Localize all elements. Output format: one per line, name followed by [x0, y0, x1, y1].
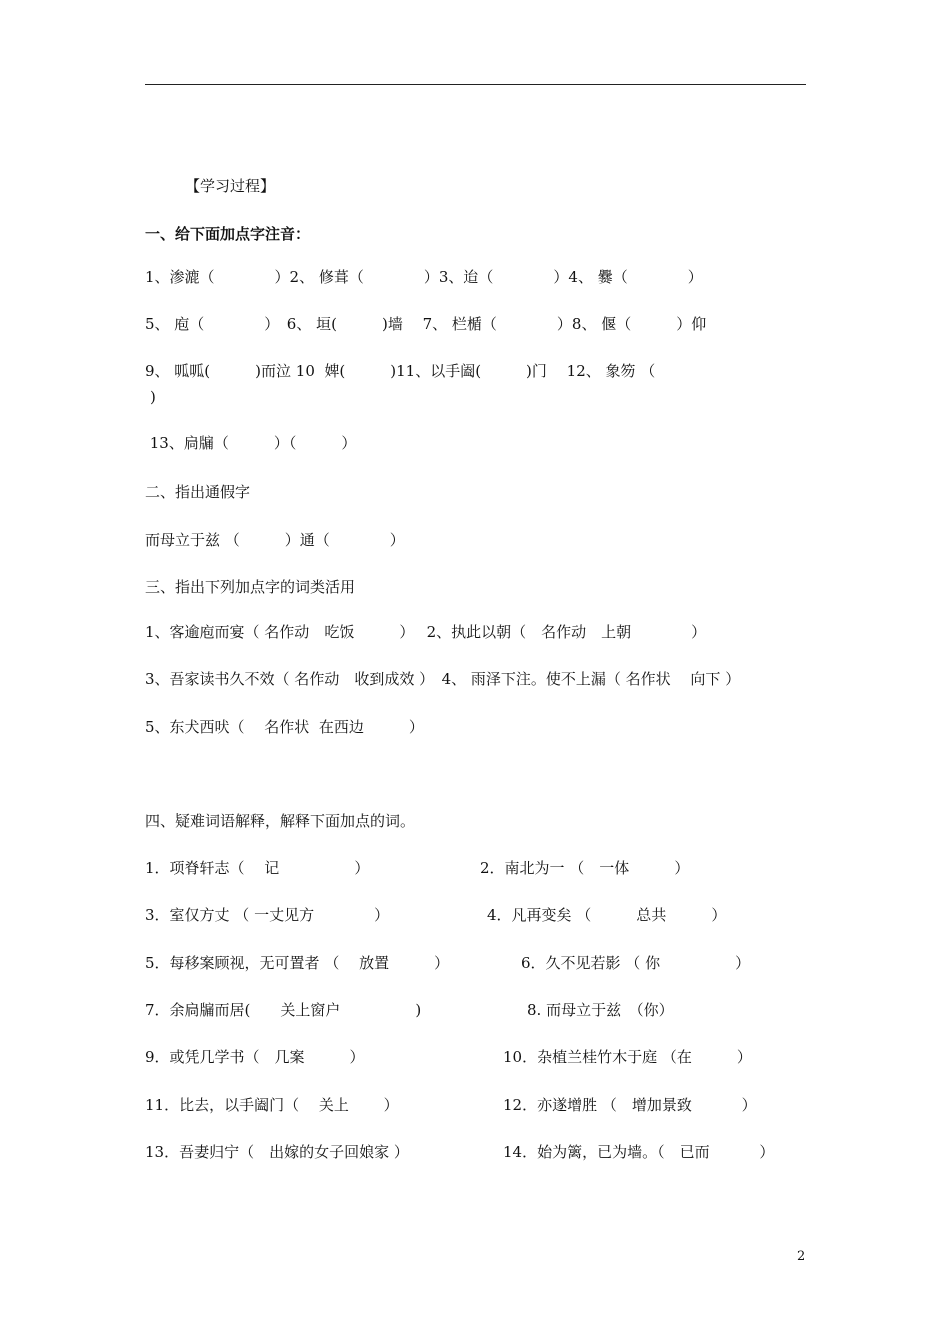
section4-item-11: 11．比去，以手阖门（ 关上 ）	[145, 1096, 399, 1114]
page-number: 2	[797, 1249, 806, 1264]
section1-row-3-continuation: )	[150, 388, 156, 406]
section4-item-4: 4．凡再变矣 （ 总共 ）	[487, 906, 727, 924]
section4-item-1: 1．项脊轩志（ 记 ）	[145, 859, 370, 877]
section1-row-2: 5、 庖（ ） 6、 垣( )墙 7、 栏楯（ ）8、 偃（ ）仰	[145, 315, 707, 333]
section1-row-1: 1、渗漉（ ）2、 修葺（ ）3、迨（ ）4、 爨（ ）	[145, 268, 703, 286]
section2-heading: 二、指出通假字	[145, 483, 251, 501]
section4-item-6: 6．久不见若影 （ 你 ）	[521, 954, 751, 972]
section4-item-12: 12．亦遂增胜 （ 增加景致 ）	[503, 1096, 757, 1114]
section3-heading: 三、指出下列加点字的词类活用	[145, 578, 356, 596]
section4-item-10: 10．杂植兰桂竹木于庭 （在 ）	[503, 1048, 752, 1066]
section4-item-14: 14．始为篱，已为墙。（ 已而 ）	[503, 1143, 775, 1161]
section1-row-4: 13、扃牖（ ）（ ）	[145, 434, 357, 452]
section1-heading: 一、给下面加点字注音：	[145, 225, 311, 243]
section-title: 【学习过程】	[185, 177, 276, 195]
section4-item-5: 5．每移案顾视，无可置者 （ 放置 ）	[145, 954, 450, 972]
section4-item-2: 2．南北为一 （ 一体 ）	[480, 859, 690, 877]
section3-row-3: 5、东犬西吠（ 名作状 在西边 ）	[145, 718, 424, 736]
section4-item-3: 3．室仅方丈 （ 一丈见方 ）	[145, 906, 390, 924]
section1-row-3: 9、 呱呱( )而泣 10 婢( )11、以手阖( )门 12、 象笏 （	[145, 362, 656, 380]
section4-item-13: 13．吾妻归宁（ 出嫁的女子回娘家 ）	[145, 1143, 409, 1161]
section4-item-8: 8. 而母立于兹 （你）	[527, 1001, 674, 1019]
section3-row-1: 1、客逾庖而宴（ 名作动 吃饭 ） 2、执此以朝（ 名作动 上朝 ）	[145, 623, 707, 641]
section2-row-1: 而母立于兹 （ ）通（ ）	[145, 531, 405, 549]
section4-heading: 四、疑难词语解释，解释下面加点的词。	[145, 812, 416, 830]
section4-item-9: 9．或凭几学书（ 几案 ）	[145, 1048, 365, 1066]
section4-item-7: 7．余扃牖而居( 关上窗户 )	[145, 1001, 422, 1019]
section3-row-2: 3、吾家读书久不效（ 名作动 收到成效 ） 4、 雨泽下注。使不上漏（ 名作状 向下 ）	[145, 670, 741, 688]
header-rule	[145, 84, 806, 85]
